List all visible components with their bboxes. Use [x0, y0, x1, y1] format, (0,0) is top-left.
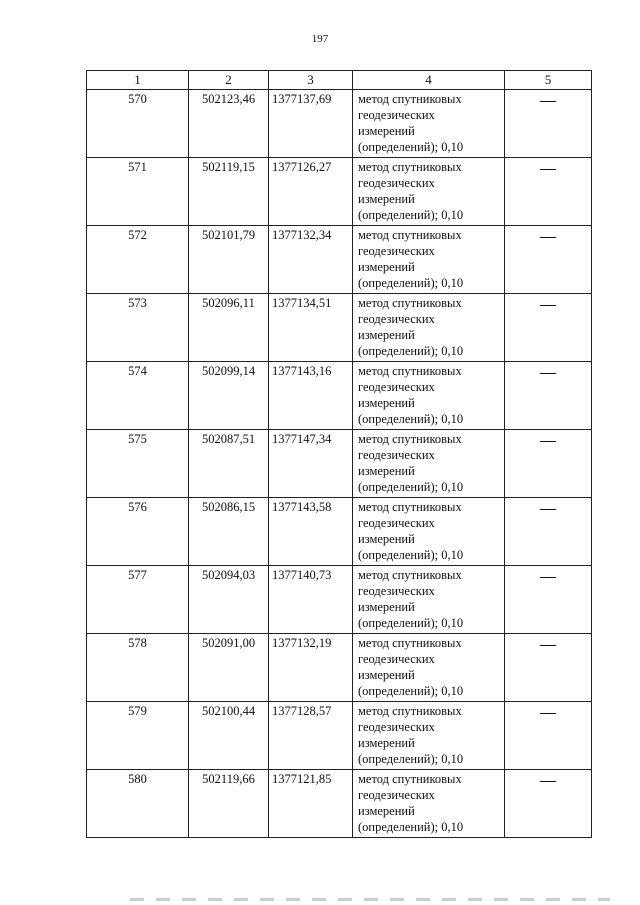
- dash-mark: [540, 781, 556, 782]
- dash-cell: [505, 430, 592, 498]
- dash-mark: [540, 101, 556, 102]
- method-line: геодезических: [358, 380, 435, 394]
- point-number-cell: 575: [87, 430, 189, 498]
- method-line: метод спутниковых: [358, 500, 462, 514]
- method-line: метод спутниковых: [358, 364, 462, 378]
- method-line: (определений); 0,10: [358, 616, 464, 630]
- coord-y-cell: 1377137,69: [269, 90, 353, 158]
- coord-y-cell: 1377147,34: [269, 430, 353, 498]
- method-line: (определений); 0,10: [358, 684, 464, 698]
- point-number-cell: 573: [87, 294, 189, 362]
- method-line: метод спутниковых: [358, 704, 462, 718]
- table-row: [87, 226, 592, 294]
- point-number-cell: 580: [87, 770, 189, 838]
- coord-x-cell: 502094,03: [189, 566, 269, 634]
- method-line: геодезических: [358, 516, 435, 530]
- table-row: [87, 702, 592, 770]
- coord-x-cell: 502086,15: [189, 498, 269, 566]
- method-line: измерений: [358, 532, 415, 546]
- coord-y-cell: 1377143,16: [269, 362, 353, 430]
- method-line: (определений); 0,10: [358, 480, 464, 494]
- method-cell: [353, 702, 505, 770]
- method-cell: [353, 498, 505, 566]
- dash-cell: [505, 362, 592, 430]
- method-line: метод спутниковых: [358, 228, 462, 242]
- dash-cell: [505, 634, 592, 702]
- method-cell: [353, 430, 505, 498]
- table-row: [87, 430, 592, 498]
- method-line: метод спутниковых: [358, 432, 462, 446]
- point-number-cell: 570: [87, 90, 189, 158]
- method-line: метод спутниковых: [358, 772, 462, 786]
- dash-cell: [505, 294, 592, 362]
- table-row: [87, 362, 592, 430]
- method-line: измерений: [358, 464, 415, 478]
- dash-mark: [540, 645, 556, 646]
- dash-mark: [540, 373, 556, 374]
- table-header-row: [87, 71, 592, 90]
- point-number-cell: 571: [87, 158, 189, 226]
- column-header: 3: [269, 71, 353, 90]
- method-line: (определений); 0,10: [358, 412, 464, 426]
- dash-cell: [505, 702, 592, 770]
- method-cell: [353, 226, 505, 294]
- dash-mark: [540, 713, 556, 714]
- coord-x-cell: 502099,14: [189, 362, 269, 430]
- method-line: измерений: [358, 192, 415, 206]
- coord-y-cell: 1377121,85: [269, 770, 353, 838]
- method-line: (определений); 0,10: [358, 344, 464, 358]
- point-number-cell: 577: [87, 566, 189, 634]
- method-line: геодезических: [358, 312, 435, 326]
- coord-x-cell: 502091,00: [189, 634, 269, 702]
- dash-cell: [505, 770, 592, 838]
- coord-x-cell: 502119,15: [189, 158, 269, 226]
- coord-y-cell: 1377143,58: [269, 498, 353, 566]
- method-line: (определений); 0,10: [358, 208, 464, 222]
- coord-x-cell: 502101,79: [189, 226, 269, 294]
- method-line: геодезических: [358, 448, 435, 462]
- column-header: 2: [189, 71, 269, 90]
- table-row: [87, 498, 592, 566]
- table-row: [87, 770, 592, 838]
- method-cell: [353, 90, 505, 158]
- coord-x-cell: 502100,44: [189, 702, 269, 770]
- dash-mark: [540, 169, 556, 170]
- dash-cell: [505, 226, 592, 294]
- method-line: измерений: [358, 668, 415, 682]
- method-line: измерений: [358, 328, 415, 342]
- method-line: метод спутниковых: [358, 568, 462, 582]
- method-cell: [353, 566, 505, 634]
- column-header: 4: [353, 71, 505, 90]
- dash-cell: [505, 90, 592, 158]
- table-row: [87, 158, 592, 226]
- point-number-cell: 579: [87, 702, 189, 770]
- method-cell: [353, 770, 505, 838]
- method-line: (определений); 0,10: [358, 276, 464, 290]
- point-number-cell: 572: [87, 226, 189, 294]
- method-cell: [353, 294, 505, 362]
- table-row: [87, 634, 592, 702]
- column-header: 1: [87, 71, 189, 90]
- dash-mark: [540, 305, 556, 306]
- method-line: измерений: [358, 396, 415, 410]
- method-cell: [353, 158, 505, 226]
- page-number: 197: [311, 33, 329, 45]
- coordinates-table: [86, 70, 592, 838]
- method-line: измерений: [358, 124, 415, 138]
- table-row: [87, 566, 592, 634]
- coord-y-cell: 1377132,19: [269, 634, 353, 702]
- point-number-cell: 576: [87, 498, 189, 566]
- coord-x-cell: 502119,66: [189, 770, 269, 838]
- method-line: измерений: [358, 260, 415, 274]
- coord-x-cell: 502096,11: [189, 294, 269, 362]
- dash-cell: [505, 566, 592, 634]
- coord-y-cell: 1377132,34: [269, 226, 353, 294]
- table-row: [87, 90, 592, 158]
- coord-y-cell: 1377140,73: [269, 566, 353, 634]
- dash-mark: [540, 441, 556, 442]
- method-cell: [353, 362, 505, 430]
- method-line: геодезических: [358, 584, 435, 598]
- dash-mark: [540, 237, 556, 238]
- coord-x-cell: 502123,46: [189, 90, 269, 158]
- coord-y-cell: 1377128,57: [269, 702, 353, 770]
- point-number-cell: 578: [87, 634, 189, 702]
- method-line: метод спутниковых: [358, 92, 462, 106]
- method-line: (определений); 0,10: [358, 752, 464, 766]
- method-line: геодезических: [358, 176, 435, 190]
- method-line: (определений); 0,10: [358, 820, 464, 834]
- coord-y-cell: 1377126,27: [269, 158, 353, 226]
- table-row: [87, 294, 592, 362]
- method-line: метод спутниковых: [358, 296, 462, 310]
- method-line: геодезических: [358, 720, 435, 734]
- method-line: измерений: [358, 600, 415, 614]
- method-line: (определений); 0,10: [358, 140, 464, 154]
- coord-x-cell: 502087,51: [189, 430, 269, 498]
- dash-mark: [540, 577, 556, 578]
- method-line: метод спутниковых: [358, 160, 462, 174]
- method-cell: [353, 634, 505, 702]
- method-line: геодезических: [358, 108, 435, 122]
- scan-artifact: [130, 898, 610, 901]
- method-line: геодезических: [358, 244, 435, 258]
- dash-cell: [505, 498, 592, 566]
- coord-y-cell: 1377134,51: [269, 294, 353, 362]
- method-line: измерений: [358, 804, 415, 818]
- method-line: метод спутниковых: [358, 636, 462, 650]
- method-line: геодезических: [358, 652, 435, 666]
- method-line: измерений: [358, 736, 415, 750]
- column-header: 5: [505, 71, 592, 90]
- method-line: (определений); 0,10: [358, 548, 464, 562]
- point-number-cell: 574: [87, 362, 189, 430]
- dash-mark: [540, 509, 556, 510]
- method-line: геодезических: [358, 788, 435, 802]
- dash-cell: [505, 158, 592, 226]
